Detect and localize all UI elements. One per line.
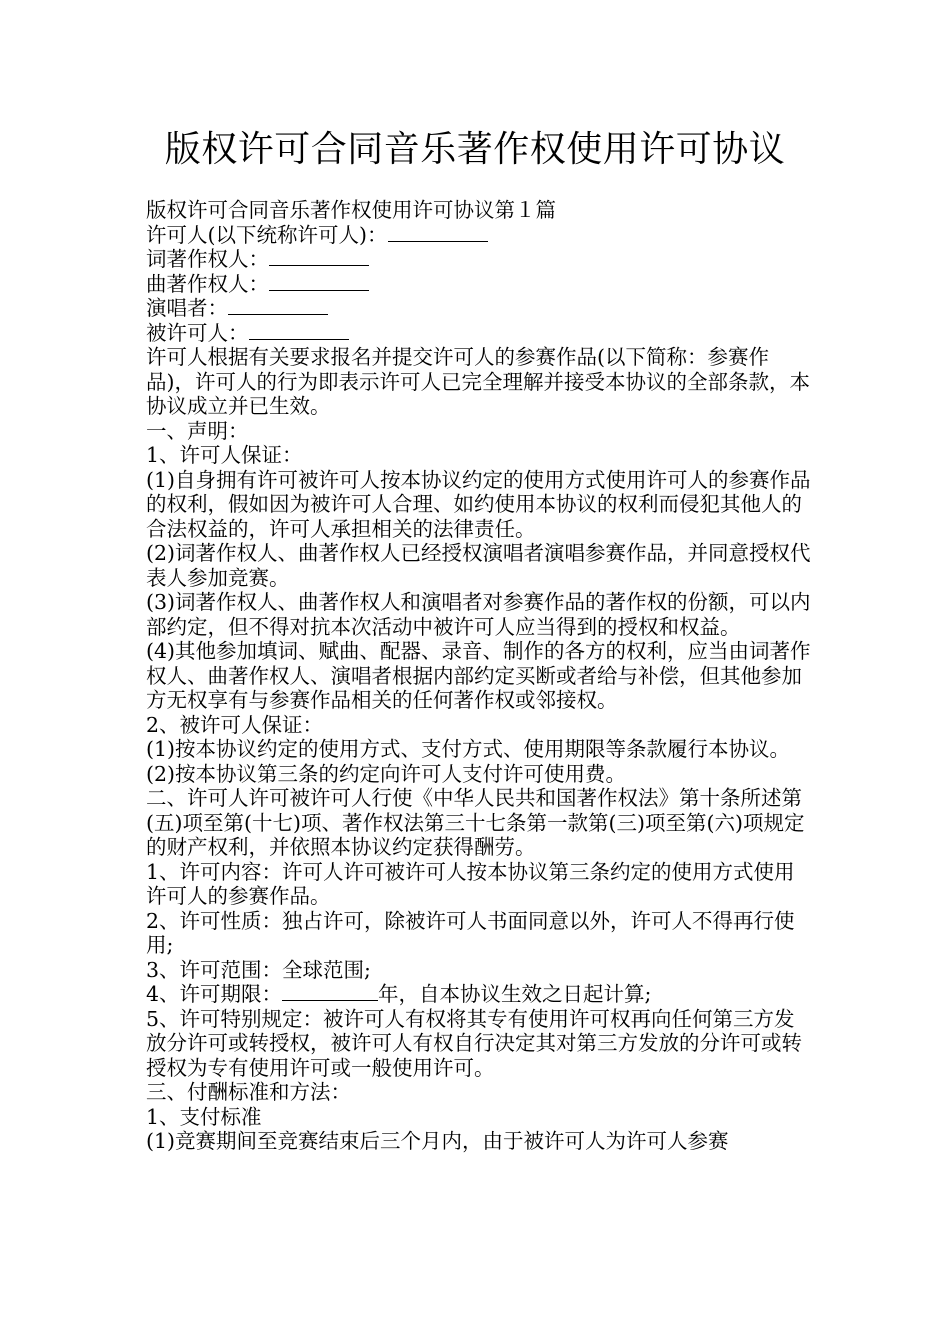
paragraph: 3、许可范围：全球范围; <box>146 957 371 982</box>
paragraph: 1、许可人保证： <box>146 443 303 467</box>
paragraph: (1)自身拥有许可被许可人按本协议约定的使用方式使用许可人的参赛作品的权利，假如因为被许可人合理、如约使用本协议的权利而侵犯其他人的合法权益的，许可人承担相关的法律责任。 <box>146 467 811 541</box>
field-label: 被许可人： <box>146 320 249 345</box>
blank-line <box>388 223 488 242</box>
blank-line <box>282 982 378 1001</box>
paragraph: 1、支付标准 <box>146 1104 262 1129</box>
section-heading: 一、声明： <box>146 418 249 443</box>
document-body <box>146 198 814 1154</box>
blank-line <box>249 321 349 340</box>
field-suffix: 年，自本协议生效之日起计算; <box>378 982 652 1006</box>
document-title: 版权许可合同音乐著作权使用许可协议 <box>164 129 786 170</box>
paragraph: 许可人根据有关要求报名并提交许可人的参赛作品(以下简称：参赛作品)，许可人的行为即表示许可人已完全理解并接受本协议的全部条款，本协议成立并已生效。 <box>146 345 810 418</box>
field-label: 演唱者： <box>146 296 228 320</box>
paragraph: (4)其他参加填词、赋曲、配器、录音、制作的各方的权利，应当由词著作权人、曲著作权人、演唱者根据内部约定买断或者给与补偿，但其他参加方无权享有与参赛作品相关的任何著作权或邻接权。 <box>146 639 811 712</box>
paragraph: 2、被许可人保证： <box>146 712 324 737</box>
field-label: 4、许可期限： <box>146 982 283 1006</box>
paragraph: (3)词著作权人、曲著作权人和演唱者对参赛作品的著作权的份额，可以内部约定，但不得对抗本次活动中被许可人应当得到的授权和权益。 <box>146 590 811 639</box>
lyricist-line <box>146 247 814 272</box>
blank-line <box>228 296 328 315</box>
section-heading: 二、许可人许可被许可人行使《中华人民共和国著作权法》第十条所述第(五)项至第(十七)项、著作权法第三十七条第一款第(三)项至第(六)项规定的财产权利，并依照本协议约定获得酬劳。 <box>146 786 805 859</box>
section-heading: 三、付酬标准和方法： <box>146 1080 351 1104</box>
blank-line <box>269 247 369 266</box>
field-label: 许可人(以下统称许可人)： <box>146 222 388 247</box>
term-line <box>146 982 814 1007</box>
performer-line <box>146 296 814 321</box>
paragraph: (2)按本协议第三条的约定向许可人支付许可使用费。 <box>146 761 627 786</box>
paragraph: (1)按本协议约定的使用方式、支付方式、使用期限等条款履行本协议。 <box>146 737 791 761</box>
paragraph: 版权许可合同音乐著作权使用许可协议第１篇 <box>146 198 556 222</box>
licensee-line <box>146 321 814 346</box>
field-label: 曲著作权人： <box>146 271 269 296</box>
paragraph: (2)词著作权人、曲著作权人已经授权演唱者演唱参赛作品，并同意授权代表人参加竞赛。 <box>146 541 811 590</box>
field-label: 词著作权人： <box>146 247 269 271</box>
paragraph: 2、许可性质：独占许可，除被许可人书面同意以外，许可人不得再行使用; <box>146 908 795 957</box>
licensor-line <box>146 223 814 248</box>
paragraph: (1)竞赛期间至竞赛结束后三个月内，由于被许可人为许可人参赛 <box>146 1129 729 1153</box>
paragraph: 5、许可特别规定：被许可人有权将其专有使用许可权再向任何第三方发放分许可或转授权，被许可人有权自行决定其对第三方发放的分许可或转授权为专有使用许可或一般使用许可。 <box>146 1006 802 1080</box>
composer-line <box>146 272 814 297</box>
blank-line <box>269 272 369 291</box>
paragraph: 1、许可内容：许可人许可被许可人按本协议第三条约定的使用方式使用许可人的参赛作品。 <box>146 859 795 908</box>
